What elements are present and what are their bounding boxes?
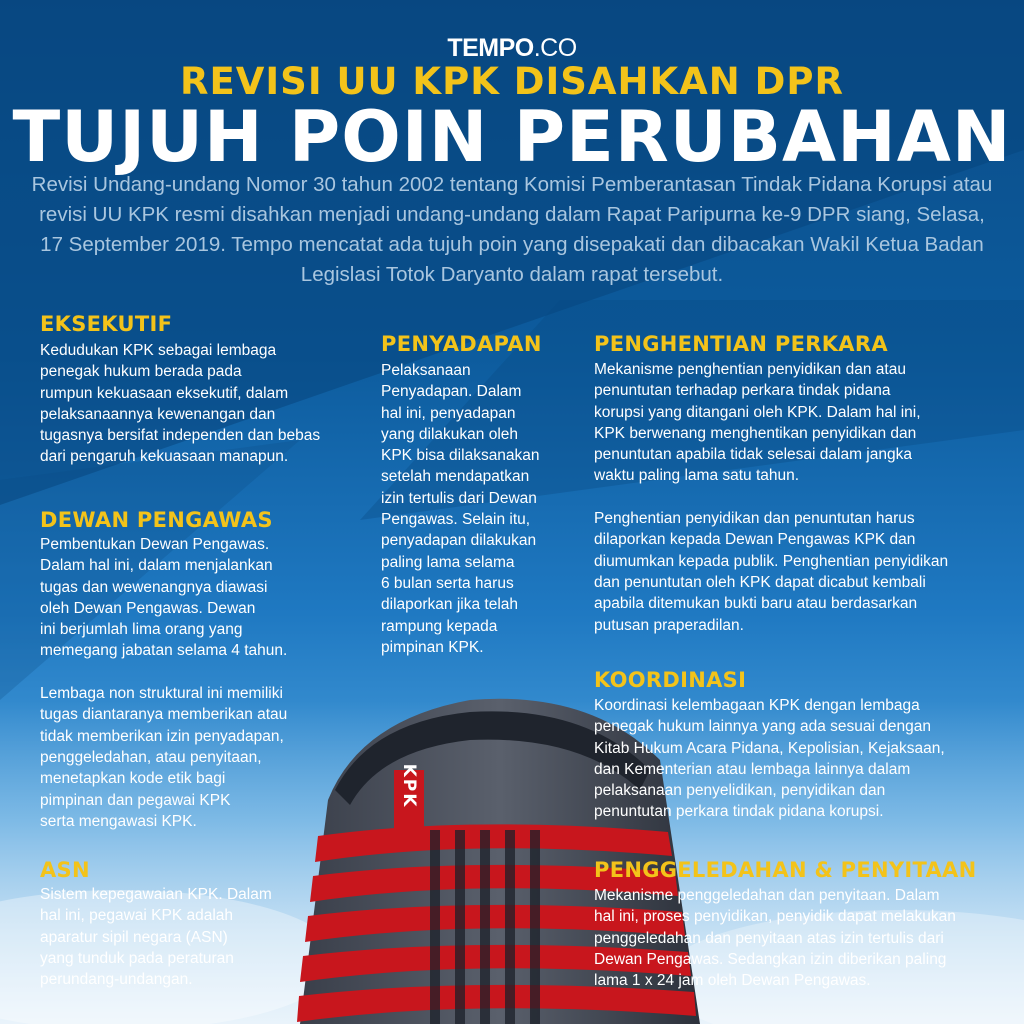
brand-suffix: .CO [533,34,577,62]
intro-paragraph: Revisi Undang-undang Nomor 30 tahun 2002 tentang Komisi Pemberantasan Tindak Pidana Korupsi atau revisi UU KPK resmi disahkan menjadi undang-undang dalam Rapat Paripurna ke-9 DPR siang, Selasa, 17 September 2019. Tempo mencatat ada tujuh poin yang disepakati dan dibacakan Wakil Ketua Badan Legislasi Totok Daryanto dalam rapat tersebut. [31,173,993,286]
section-title-penyadapan: PENYADAPAN [381,332,542,356]
page-title: TUJUH POIN PERUBAHAN [12,96,1012,178]
section-body-asn: Sistem kepegawaian KPK. Dalam hal ini, pegawai KPK adalah aparatur sipil negara (ASN) yang tunduk pada peraturan perundang-undangan. [40,886,272,989]
section-title-asn: ASN [40,858,90,882]
section-title-koordinasi: KOORDINASI [594,668,747,692]
section-title-penggeledahan-penyitaan: PENGGELEDAHAN & PENYITAAN [594,858,977,882]
section-title-dewan-pengawas: DEWAN PENGAWAS [40,508,273,532]
brand-name: TEMPO [447,34,534,62]
section-body-koordinasi: Koordinasi kelembagaan KPK dengan lembaga penegak hukum lainnya yang ada sesuai dengan Kitab Hukum Acara Pidana, Kepolisian, Kejaksaan, dan Kementerian atau lembaga lainnya dalam pelaksanaan penyelidikan, penyidikan dan penuntutan perkara tindak pidana korupsi. [594,697,945,821]
section-title-eksekutif: EKSEKUTIF [40,312,173,336]
tempo-logo [0,34,1024,63]
section-body-eksekutif: Kedudukan KPK sebagai lembaga penegak hukum berada pada rumpun kekuasaan eksekutif, dalam pelaksanaannya kewenangan dan tugasnya bersifat independen dan bebas dari pengaruh kekuasaan manapun. [40,342,321,466]
section-title-penghentian-perkara: PENGHENTIAN PERKARA [594,332,888,356]
section-body-dewan-pengawas: Pembentukan Dewan Pengawas. Dalam hal ini, dalam menjalankan tugas dan wewenangnya diawasi oleh Dewan Pengawas. Dewan ini berjumlah lima orang yang memegang jabatan selama 4 tahun. Lembaga non struktural ini memiliki tugas diantaranya memberikan atau tidak memberikan izin penyadapan, penggeledahan, atau penyitaan, menetapkan kode etik bagi pimpinan dan pegawai KPK serta mengawasi KPK. [40,536,288,830]
section-body-penggeledahan-penyitaan: Mekanisme penggeledahan dan penyitaan. Dalam hal ini, proses penyidikan, penyidik dapat melakukan penggeledahan dan penyitaan atas izin tertulis dari Dewan Pengawas. Sedangkan izin diberikan paling lama 1 x 24 jam oleh Dewan Pengawas. [594,887,956,990]
kicker-title: REVISI UU KPK DISAHKAN DPR [180,60,844,103]
section-body-penyadapan: Pelaksanaan Penyadapan. Dalam hal ini, penyadapan yang dilakukan oleh KPK bisa dilaksanakan setelah mendapatkan izin tertulis dari Dewan Pengawas. Selain itu, penyadapan dilakukan paling lama selama 6 bulan serta harus dilaporkan jika telah rampung kepada pimpinan KPK. [381,362,540,656]
building-sign: KPK [399,763,419,809]
section-body-penghentian-perkara: Mekanisme penghentian penyidikan dan atau penuntutan terhadap perkara tindak pidana korupsi yang ditangani oleh KPK. Dalam hal ini, KPK berwenang menghentikan penyidikan dan penuntutan apabila tidak selesai dalam jangka waktu paling lama satu tahun. Penghentian penyidikan dan penuntutan harus dilaporkan kepada Dewan Pengawas KPK dan diumumkan kepada publik. Penghentian penyidikan dan penuntutan oleh KPK dapat dicabut kembali apabila ditemukan bukti baru atau berdasarkan putusan praperadilan. [594,361,949,634]
